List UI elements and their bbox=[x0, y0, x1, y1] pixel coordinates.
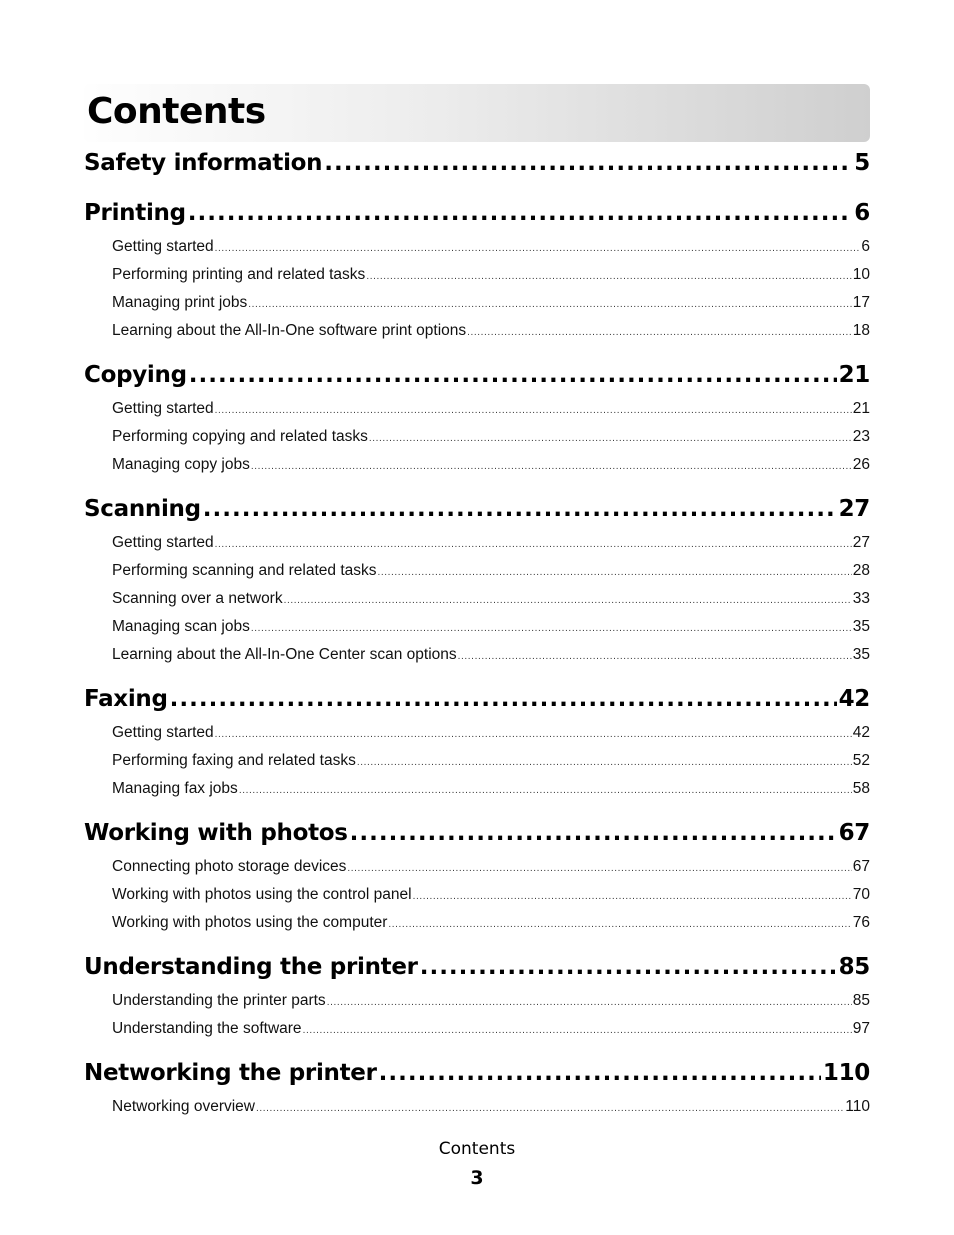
section-page-number: 35 bbox=[852, 646, 870, 663]
toc-chapter bbox=[84, 1060, 870, 1126]
toc-section-entry[interactable] bbox=[84, 914, 870, 942]
toc-section-entry[interactable] bbox=[84, 590, 870, 618]
dot-leader bbox=[357, 757, 852, 768]
dot-leader bbox=[379, 1060, 821, 1086]
section-title: Managing copy jobs bbox=[112, 456, 250, 473]
dot-leader bbox=[467, 327, 852, 338]
section-title: Learning about the All-In-One software print options bbox=[112, 322, 467, 339]
dot-leader bbox=[324, 150, 852, 176]
dot-leader bbox=[256, 1103, 844, 1114]
section-page-number: 85 bbox=[852, 992, 870, 1009]
section-page-number: 18 bbox=[852, 322, 870, 339]
toc-section-entry[interactable] bbox=[84, 886, 870, 914]
dot-leader bbox=[239, 785, 852, 796]
dot-leader bbox=[388, 919, 851, 930]
toc-chapter bbox=[84, 820, 870, 942]
dot-leader bbox=[420, 954, 837, 980]
dot-leader bbox=[188, 200, 853, 226]
footer-label: Contents bbox=[438, 1139, 516, 1159]
toc-chapter-entry[interactable] bbox=[84, 686, 870, 724]
dot-leader bbox=[350, 820, 837, 846]
toc-chapter bbox=[84, 200, 870, 350]
table-of-contents bbox=[84, 150, 870, 1126]
chapter-page-number: 85 bbox=[838, 954, 870, 980]
section-page-number: 35 bbox=[852, 618, 870, 635]
toc-chapter-entry[interactable] bbox=[84, 150, 870, 188]
page-title-banner bbox=[84, 84, 870, 142]
section-title: Performing printing and related tasks bbox=[112, 266, 366, 283]
dot-leader bbox=[284, 595, 852, 606]
section-title: Scanning over a network bbox=[112, 590, 283, 607]
section-page-number: 27 bbox=[852, 534, 870, 551]
section-page-number: 42 bbox=[852, 724, 870, 741]
toc-section-entry[interactable] bbox=[84, 534, 870, 562]
chapter-title: Faxing bbox=[84, 686, 168, 712]
dot-leader bbox=[378, 567, 852, 578]
toc-chapter-entry[interactable] bbox=[84, 1060, 870, 1098]
toc-section-entry[interactable] bbox=[84, 724, 870, 752]
dot-leader bbox=[215, 243, 861, 254]
chapter-page-number: 27 bbox=[838, 496, 870, 522]
chapter-page-number: 6 bbox=[854, 200, 870, 226]
chapter-title: Understanding the printer bbox=[84, 954, 418, 980]
dot-leader bbox=[303, 1025, 852, 1036]
section-title: Performing faxing and related tasks bbox=[112, 752, 356, 769]
toc-section-entry[interactable] bbox=[84, 294, 870, 322]
section-page-number: 97 bbox=[852, 1020, 870, 1037]
toc-chapter bbox=[84, 150, 870, 188]
chapter-title: Copying bbox=[84, 362, 187, 388]
chapter-page-number: 5 bbox=[854, 150, 870, 176]
section-title: Managing print jobs bbox=[112, 294, 248, 311]
toc-section-entry[interactable] bbox=[84, 400, 870, 428]
section-title: Managing scan jobs bbox=[112, 618, 250, 635]
dot-leader bbox=[248, 299, 851, 310]
chapter-spacer bbox=[84, 808, 870, 820]
chapter-page-number: 110 bbox=[822, 1060, 870, 1086]
chapter-spacer bbox=[84, 188, 870, 200]
toc-chapter-entry[interactable] bbox=[84, 820, 870, 858]
section-title: Getting started bbox=[112, 238, 214, 255]
section-title: Managing fax jobs bbox=[112, 780, 238, 797]
section-title: Understanding the printer parts bbox=[112, 992, 326, 1009]
section-page-number: 52 bbox=[852, 752, 870, 769]
dot-leader bbox=[170, 686, 837, 712]
chapter-page-number: 67 bbox=[838, 820, 870, 846]
toc-section-entry[interactable] bbox=[84, 752, 870, 780]
toc-chapter-entry[interactable] bbox=[84, 200, 870, 238]
chapter-spacer bbox=[84, 484, 870, 496]
section-page-number: 21 bbox=[852, 400, 870, 417]
chapter-title: Safety information bbox=[84, 150, 323, 176]
chapter-spacer bbox=[84, 350, 870, 362]
dot-leader bbox=[458, 651, 852, 662]
toc-chapter bbox=[84, 954, 870, 1048]
toc-section-entry[interactable] bbox=[84, 322, 870, 350]
toc-section-entry[interactable] bbox=[84, 266, 870, 294]
section-page-number: 17 bbox=[852, 294, 870, 311]
dot-leader bbox=[369, 433, 852, 444]
toc-section-entry[interactable] bbox=[84, 562, 870, 590]
section-title: Connecting photo storage devices bbox=[112, 858, 347, 875]
chapter-title: Working with photos bbox=[84, 820, 348, 846]
chapter-spacer bbox=[84, 1048, 870, 1060]
dot-leader bbox=[413, 891, 852, 902]
section-page-number: 67 bbox=[852, 858, 870, 875]
toc-section-entry[interactable] bbox=[84, 428, 870, 456]
dot-leader bbox=[347, 863, 851, 874]
dot-leader bbox=[189, 362, 837, 388]
section-title: Networking overview bbox=[112, 1098, 255, 1115]
section-page-number: 70 bbox=[852, 886, 870, 903]
dot-leader bbox=[251, 461, 852, 472]
section-title: Getting started bbox=[112, 400, 214, 417]
page-title: Contents bbox=[87, 91, 266, 132]
chapter-page-number: 42 bbox=[838, 686, 870, 712]
section-title: Working with photos using the control panel bbox=[112, 886, 412, 903]
toc-section-entry[interactable] bbox=[84, 1098, 870, 1126]
toc-section-entry[interactable] bbox=[84, 992, 870, 1020]
section-page-number: 33 bbox=[852, 590, 870, 607]
toc-section-entry[interactable] bbox=[84, 456, 870, 484]
section-title: Getting started bbox=[112, 724, 214, 741]
chapter-title: Scanning bbox=[84, 496, 201, 522]
chapter-spacer bbox=[84, 674, 870, 686]
chapter-spacer bbox=[84, 942, 870, 954]
toc-chapter bbox=[84, 362, 870, 484]
chapter-page-number: 21 bbox=[838, 362, 870, 388]
toc-section-entry[interactable] bbox=[84, 858, 870, 886]
dot-leader bbox=[203, 496, 837, 522]
section-page-number: 28 bbox=[852, 562, 870, 579]
toc-chapter-entry[interactable] bbox=[84, 362, 870, 400]
chapter-title: Printing bbox=[84, 200, 186, 226]
section-title: Performing copying and related tasks bbox=[112, 428, 368, 445]
toc-section-entry[interactable] bbox=[84, 646, 870, 674]
dot-leader bbox=[215, 405, 852, 416]
section-page-number: 110 bbox=[845, 1098, 870, 1115]
section-title: Performing scanning and related tasks bbox=[112, 562, 377, 579]
section-page-number: 10 bbox=[852, 266, 870, 283]
toc-section-entry[interactable] bbox=[84, 780, 870, 808]
section-title: Getting started bbox=[112, 534, 214, 551]
chapter-title: Networking the printer bbox=[84, 1060, 377, 1086]
dot-leader bbox=[366, 271, 851, 282]
dot-leader bbox=[251, 623, 852, 634]
toc-chapter-entry[interactable] bbox=[84, 954, 870, 992]
toc-section-entry[interactable] bbox=[84, 618, 870, 646]
toc-chapter bbox=[84, 496, 870, 674]
toc-chapter bbox=[84, 686, 870, 808]
section-title: Understanding the software bbox=[112, 1020, 302, 1037]
toc-section-entry[interactable] bbox=[84, 1020, 870, 1048]
toc-chapter-entry[interactable] bbox=[84, 496, 870, 534]
section-page-number: 76 bbox=[852, 914, 870, 931]
dot-leader bbox=[327, 997, 852, 1008]
section-title: Learning about the All-In-One Center scan options bbox=[112, 646, 457, 663]
dot-leader bbox=[215, 729, 852, 740]
section-page-number: 6 bbox=[861, 238, 870, 255]
section-title: Working with photos using the computer bbox=[112, 914, 388, 931]
toc-section-entry[interactable] bbox=[84, 238, 870, 266]
section-page-number: 23 bbox=[852, 428, 870, 445]
section-page-number: 26 bbox=[852, 456, 870, 473]
section-page-number: 58 bbox=[852, 780, 870, 797]
page-number: 3 bbox=[470, 1167, 484, 1189]
dot-leader bbox=[215, 539, 852, 550]
